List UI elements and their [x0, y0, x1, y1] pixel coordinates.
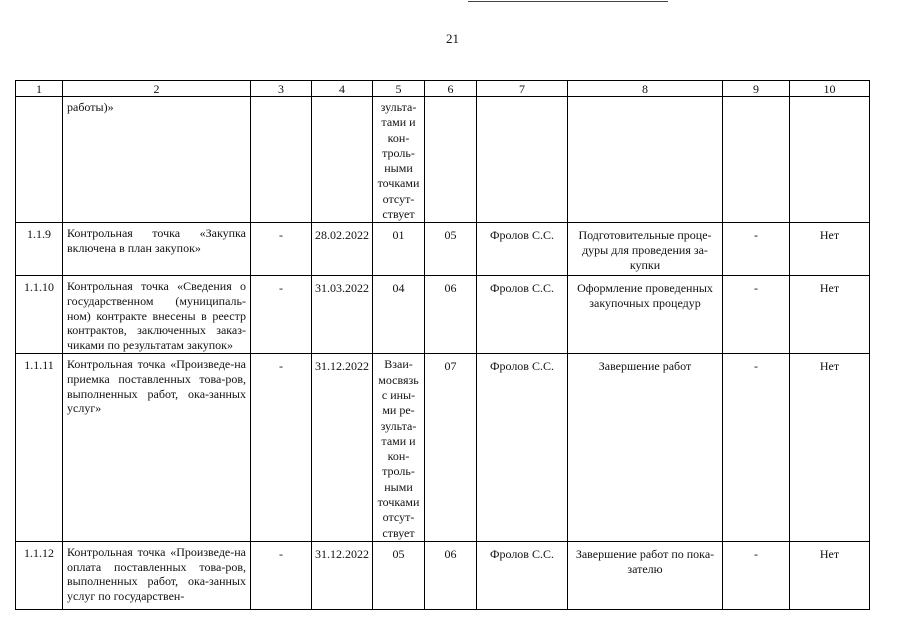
table-row — [16, 541, 870, 609]
cell-col3 — [251, 97, 312, 223]
responsible-cell: Фролов С.С. — [477, 354, 568, 542]
cell-col3: - — [251, 223, 312, 276]
description-cell: работы)» — [63, 97, 251, 223]
column-header: 3 — [251, 81, 312, 97]
code-cell: 06 — [425, 541, 477, 609]
table-row — [16, 276, 870, 354]
column-header: 6 — [425, 81, 477, 97]
table-row — [16, 97, 870, 223]
row-number: 1.1.9 — [16, 223, 63, 276]
cell-col9: - — [723, 541, 790, 609]
row-number: 1.1.12 — [16, 541, 63, 609]
column-header: 8 — [568, 81, 723, 97]
row-number — [16, 97, 63, 223]
top-rule — [468, 1, 668, 2]
cell-col9: - — [723, 276, 790, 354]
date-cell: 31.03.2022 — [312, 276, 373, 354]
note-cell: Завершение работ по пока- зателю — [568, 541, 723, 609]
code-cell: 06 — [425, 276, 477, 354]
column-header: 10 — [790, 81, 870, 97]
column-header: 9 — [723, 81, 790, 97]
responsible-cell: Фролов С.С. — [477, 223, 568, 276]
responsible-cell: Фролов С.С. — [477, 276, 568, 354]
description-cell: Контрольная точка «Закупка включена в план закупок» — [63, 223, 251, 276]
description-cell: Контрольная точка «Сведения о государственном (муниципаль-ном) контракте внесены в реестр контрактов, заключенных заказ-чиками по результатам закупок» — [63, 276, 251, 354]
date-cell: 31.12.2022 — [312, 354, 373, 542]
table-row — [16, 354, 870, 542]
relation-cell: зульта- тами и кон- троль- ными точками отсут- ствует — [373, 97, 425, 223]
date-cell: 31.12.2022 — [312, 541, 373, 609]
responsible-cell: Фролов С.С. — [477, 541, 568, 609]
cell-col10: Нет — [790, 276, 870, 354]
cell-col9: - — [723, 223, 790, 276]
relation-cell: Взаи- мосвязь с ины- ми ре- зульта- тами и кон- троль- ными точками отсут- ствует — [373, 354, 425, 542]
cell-col10: Нет — [790, 541, 870, 609]
cell-col10: Нет — [790, 354, 870, 542]
header-row — [16, 81, 870, 97]
note-cell: Оформление проведенных закупочных процедур — [568, 276, 723, 354]
column-header: 4 — [312, 81, 373, 97]
note-cell — [568, 97, 723, 223]
note-cell: Подготовительные проце- дуры для проведения за- купки — [568, 223, 723, 276]
responsible-cell — [477, 97, 568, 223]
code-cell: 05 — [425, 223, 477, 276]
cell-col3: - — [251, 541, 312, 609]
date-cell — [312, 97, 373, 223]
cell-col9: - — [723, 354, 790, 542]
cell-col10 — [790, 97, 870, 223]
column-header: 5 — [373, 81, 425, 97]
cell-col9 — [723, 97, 790, 223]
date-cell: 28.02.2022 — [312, 223, 373, 276]
column-header: 7 — [477, 81, 568, 97]
column-header: 1 — [16, 81, 63, 97]
schedule-table — [15, 80, 870, 610]
relation-cell: 04 — [373, 276, 425, 354]
description-cell: Контрольная точка «Произведе-на оплата поставленных това-ров, выполненных работ, ока-занных услуг по государствен- — [63, 541, 251, 609]
cell-col3: - — [251, 354, 312, 542]
code-cell — [425, 97, 477, 223]
note-cell: Завершение работ — [568, 354, 723, 542]
description-cell: Контрольная точка «Произведе-на приемка поставленных това-ров, выполненных работ, ока-занных услуг» — [63, 354, 251, 542]
relation-cell: 05 — [373, 541, 425, 609]
cell-col10: Нет — [790, 223, 870, 276]
row-number: 1.1.11 — [16, 354, 63, 542]
column-header: 2 — [63, 81, 251, 97]
code-cell: 07 — [425, 354, 477, 542]
row-number: 1.1.10 — [16, 276, 63, 354]
page-number: 21 — [446, 31, 459, 46]
cell-col3: - — [251, 276, 312, 354]
table-row — [16, 223, 870, 276]
relation-cell: 01 — [373, 223, 425, 276]
